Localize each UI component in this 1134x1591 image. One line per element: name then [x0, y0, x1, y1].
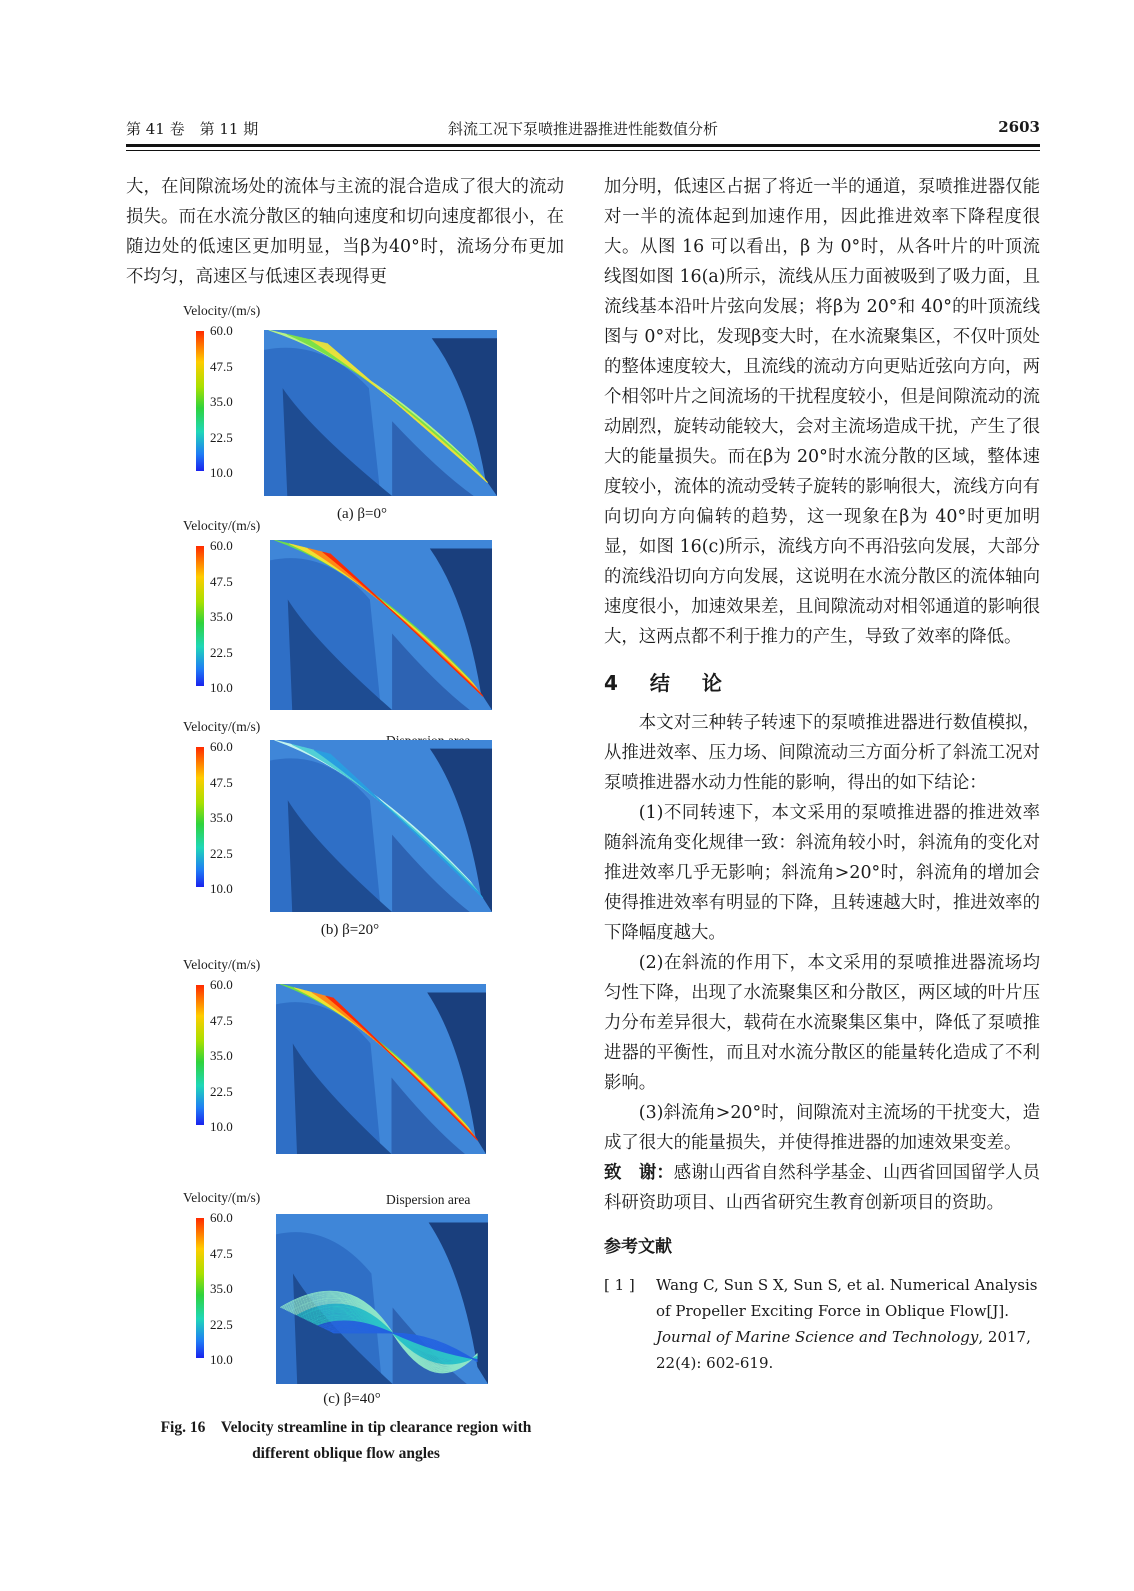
caption-line-2: different oblique flow angles	[252, 1445, 440, 1462]
reference-tail: , 2017, 22(4): 602-619.	[656, 1328, 1031, 1372]
streamline-plot	[270, 740, 492, 912]
colorbar-tick: 47.5	[210, 1012, 233, 1028]
colorbar-tick: 35.0	[210, 609, 233, 624]
colorbar-tick: 47.5	[210, 358, 233, 374]
volume-issue: 第 41 卷 第 11 期	[126, 120, 259, 138]
reference-journal: Journal of Marine Science and Technology	[656, 1328, 979, 1346]
streamline-plot	[270, 540, 492, 710]
header-rule	[126, 144, 1040, 147]
colorbar-tick: 22.5	[210, 845, 233, 861]
header-rule-thin	[126, 150, 1040, 151]
subcaption-a: (a) β=0°	[337, 506, 387, 522]
colorbar-tick: 35.0	[210, 1281, 233, 1296]
conclusion-item-3: (3)斜流角>20°时，间隙流对主流场的干扰变大，造成了很大的能量损失，并使得推进器的加速效果变差。	[604, 1103, 1040, 1153]
streamline-plot	[276, 1214, 488, 1384]
colorbar-tick: 35.0	[210, 1048, 233, 1063]
legend-title: Velocity/(m/s)	[183, 1190, 261, 1205]
body-paragraph: 加分明，低速区占据了将近一半的通道，泵喷推进器仅能对一半的流体起到加速作用，因此推进效率下降程度很大。从图 16 可以看出，β 为 0°时，从各叶片的叶顶流线图如图 16(a)所示，流线从压力面被吸到了吸力面，且流线基本沿叶片弦向发展；将β为 20°和 40°的叶顶流线图与 0°对比，发现β变大时，在水流聚集区，不仅叶顶处的整体速度较大，且流线的流动方向更贴近弦向方向，两个相邻叶片之间流场的干扰程度较小，但是间隙流动的流动剧烈，旋转动能较大，会对主流场造成干扰，产生了很大的能量损失。而在β为 20°时水流分散的区域，整体速度较小，流体的流动受转子旋转的影响很大，流线方向有向切向方向偏转的趋势，这一现象在β为 40°时更加明显，如图 16(c)所示，流线方向不再沿弦向发展，大部分的流线沿切向方向发展，这说明在水流分散区的流体轴向速度很小，加速效果差，且间隙流动对相邻通道的影响很大，这两点都不利于推力的产生，导致了效率的降低。	[604, 177, 1040, 647]
colorbar-tick: 60.0	[210, 323, 233, 338]
colorbar-tick: 22.5	[210, 644, 233, 660]
legend-title: Velocity/(m/s)	[183, 303, 261, 318]
figure-caption	[126, 1415, 566, 1467]
colorbar-tick: 10.0	[210, 465, 233, 480]
colorbar-tick: 10.0	[210, 1119, 233, 1134]
colorbar-tick: 10.0	[210, 881, 233, 896]
colorbar	[196, 546, 204, 686]
ack-label: 致 谢：	[604, 1163, 674, 1183]
colorbar-tick: 22.5	[210, 429, 233, 445]
colorbar-tick: 35.0	[210, 394, 233, 409]
colorbar	[196, 1218, 204, 1358]
conclusion-item-2: (2)在斜流的作用下，本文采用的泵喷推进器流场均匀性下降，出现了水流聚集区和分散区，两区域的叶片压力分布差异很大，载荷在水流聚集区集中，降低了泵喷推进器的平衡性，而且对水流分散区的能量转化造成了不利影响。	[604, 953, 1040, 1093]
streamline-plot	[276, 984, 486, 1154]
section-heading: 4 结 论	[604, 671, 728, 695]
colorbar	[196, 747, 204, 887]
colorbar-tick: 60.0	[210, 1210, 233, 1225]
acknowledgement	[604, 1158, 1040, 1218]
colorbar	[196, 331, 204, 471]
body-paragraph: 本文对三种转子转速下的泵喷推进器进行数值模拟，从推进效率、压力场、间隙流动三方面分析了斜流工况对泵喷推进器水动力性能的影响，得出的如下结论：	[604, 713, 1040, 793]
reference-number: [ 1 ]	[604, 1276, 635, 1294]
colorbar-tick: 60.0	[210, 538, 233, 553]
colorbar-tick: 47.5	[210, 774, 233, 790]
legend-title: Velocity/(m/s)	[183, 957, 261, 972]
colorbar-tick: 10.0	[210, 1352, 233, 1367]
conclusion-item-1: (1)不同转速下，本文采用的泵喷推进器的推进效率随斜流角变化规律一致：斜流角较小时，斜流角的变化对推进效率几乎无影响；斜流角>20°时，斜流角的增加会使得推进效率有明显的下降，且转速越大时，推进效率的下降幅度越大。	[604, 803, 1040, 943]
colorbar-tick: 22.5	[210, 1083, 233, 1099]
legend-title: Velocity/(m/s)	[183, 719, 261, 734]
page-number: 2603	[998, 118, 1040, 136]
colorbar-tick: 10.0	[210, 680, 233, 695]
caption-line-1: Fig. 16 Velocity streamline in tip clearance region with	[160, 1419, 532, 1436]
subcaption-c: (c) β=40°	[323, 1391, 381, 1407]
colorbar-tick: 47.5	[210, 573, 233, 589]
colorbar-tick: 35.0	[210, 810, 233, 825]
left-column-text	[126, 172, 564, 292]
area-label: Dispersion area	[386, 1192, 471, 1207]
body-paragraph: 大，在间隙流场处的流体与主流的混合造成了很大的流动损失。而在水流分散区的轴向速度和切向速度都很小，在随边处的低速区更加明显，当β为40°时，流场分布更加不均匀，高速区与低速区表现得更	[126, 177, 564, 287]
right-column-text	[604, 172, 1040, 1376]
colorbar-tick: 22.5	[210, 1316, 233, 1332]
colorbar-tick: 60.0	[210, 977, 233, 992]
colorbar	[196, 985, 204, 1125]
ack-text: 感谢山西省自然科学基金、山西省回国留学人员科研资助项目、山西省研究生教育创新项目的资助。	[604, 1163, 1040, 1213]
references-heading: 参考文献	[604, 1237, 672, 1257]
legend-title: Velocity/(m/s)	[183, 518, 261, 533]
reference-item	[604, 1272, 1040, 1376]
colorbar-tick: 47.5	[210, 1245, 233, 1261]
reference-text: Wang C, Sun S X, Sun S, et al. Numerical Analysis of Propeller Exciting Force in Oblique Flow[J].	[656, 1276, 1038, 1320]
subcaption-b: (b) β=20°	[320, 922, 380, 938]
streamline-plot	[264, 330, 497, 496]
running-header	[126, 118, 1040, 140]
colorbar-tick: 60.0	[210, 739, 233, 754]
journal-running-title: 斜流工况下泵喷推进器推进性能数值分析	[447, 120, 718, 138]
